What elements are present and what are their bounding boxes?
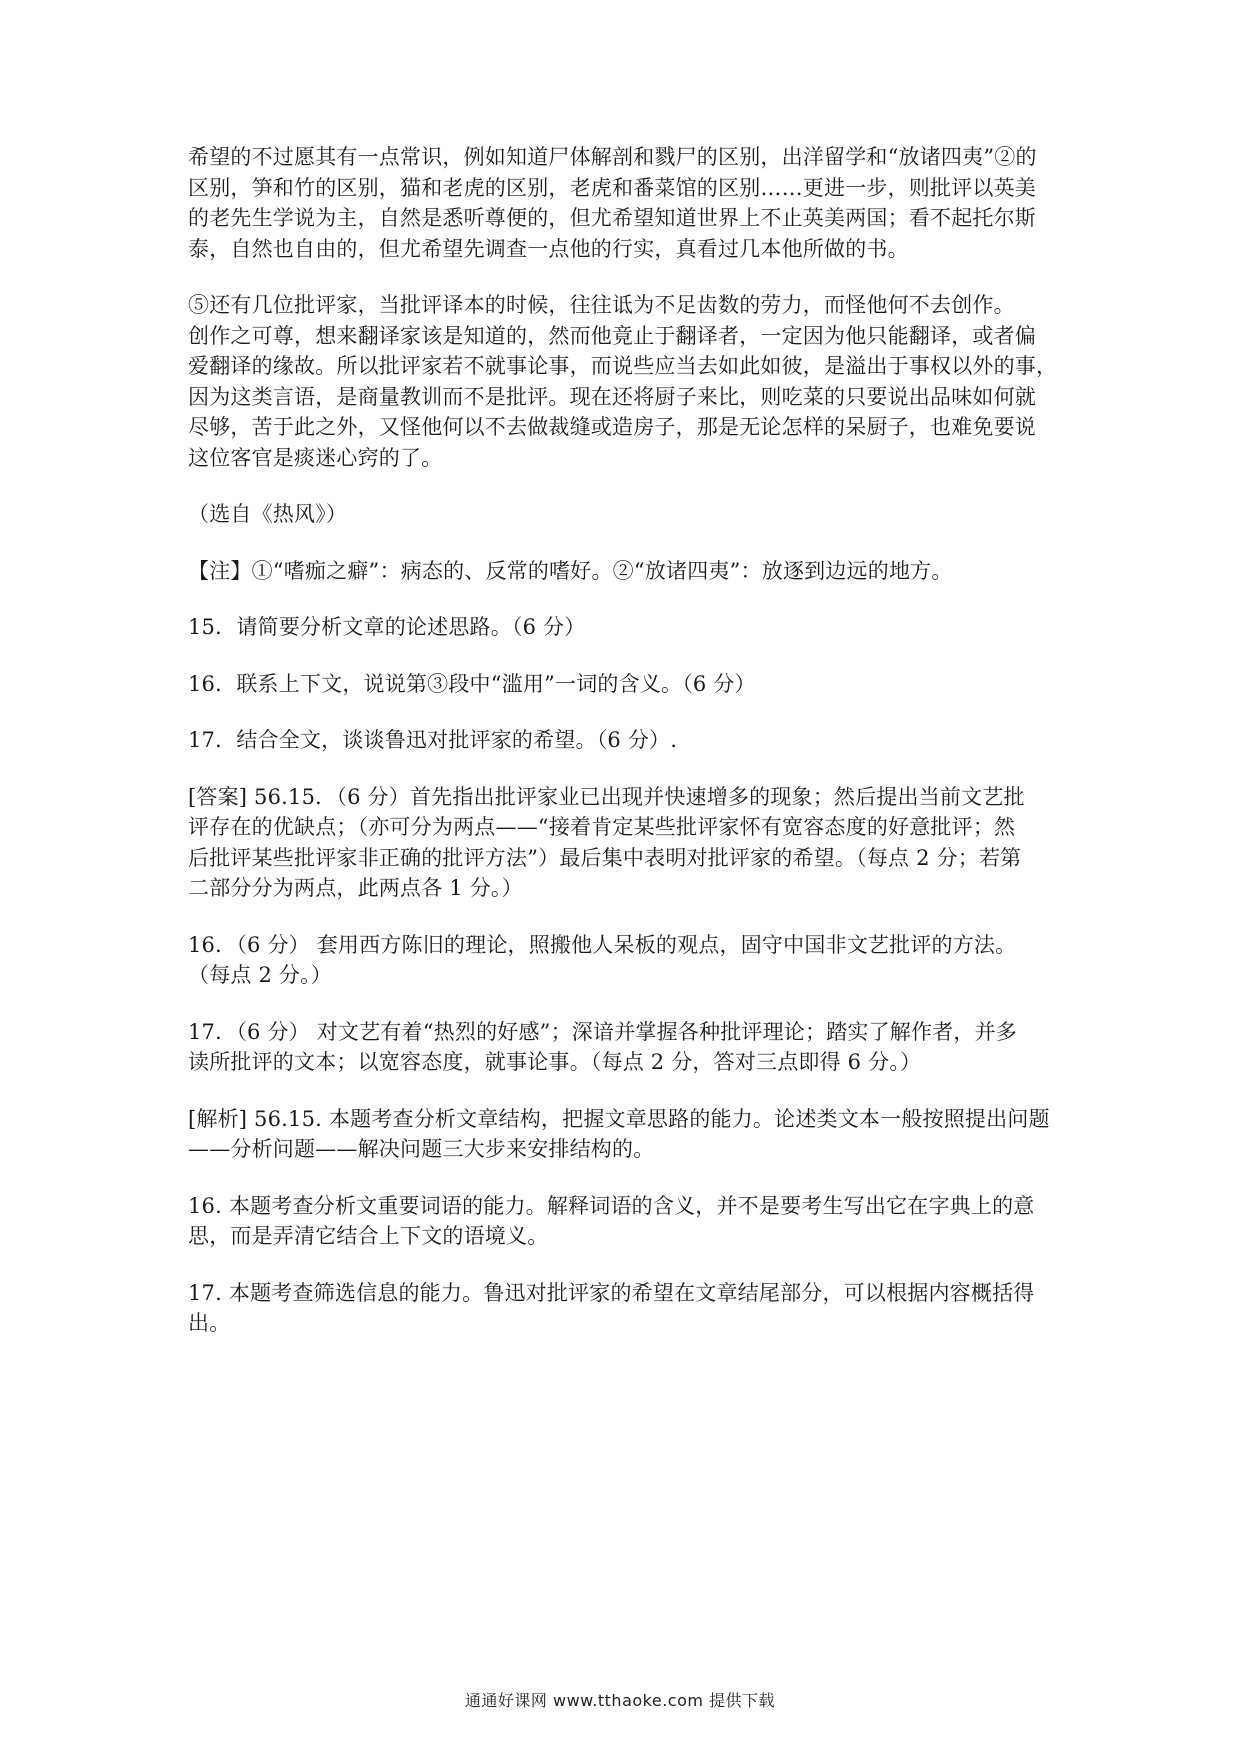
text-line: 创作之可尊，想来翻译家该是知道的，然而他竟止于翻译者，一定因为他只能翻译，或者偏: [188, 323, 1036, 348]
text-line: ——分析问题——解决问题三大步来安排结构的。: [188, 1137, 655, 1161]
paragraph-exp15: [188, 1104, 1066, 1165]
text-line: 评存在的优缺点；（亦可分为两点——“接着肯定某些批评家怀有宽容态度的好意批评；然: [188, 815, 1016, 839]
text-line: （选自《热风》）: [188, 502, 348, 526]
text-line: 后批评某些批评家非正确的批评方法”）最后集中表明对批评家的希望。（每点 2 分；若第: [188, 845, 1022, 870]
text-line: 16. 本题考查分析文重要词语的能力。解释词语的含义，并不是要考生写出它在字典上的意: [188, 1193, 1035, 1218]
text-line: 的老先生学说为主，自然是悉听尊便的，但尤希望知道世界上不止英美两国；看不起托尔斯: [188, 206, 1036, 230]
paragraph-q17: [188, 725, 1066, 756]
text-line: 15．请简要分析文章的论述思路。（6 分）: [188, 615, 586, 639]
text-line: 思，而是弄清它结合上下文的语境义。: [188, 1224, 549, 1248]
text-line: 17．（6 分） 对文艺有着“热烈的好感”；深谙并掌握各种批评理论；踏实了解作者，并多: [188, 1019, 1018, 1044]
text-line: 二部分分为两点，此两点各 1 分。）: [188, 876, 523, 900]
paragraph-p4-end: [188, 142, 1066, 264]
text-line: 16．联系上下文，说说第③段中“滥用”一词的含义。（6 分）: [188, 671, 756, 696]
text-line: 泰，自然也自由的，但尤希望先调查一点他的行实，真看过几本他所做的书。: [188, 236, 909, 261]
paragraph-ans15: [188, 782, 1066, 904]
paragraph-note: [188, 556, 1066, 587]
text-line: 因为这类言语，是商量教训而不是批评。现在还将厨子来比，则吃菜的只要说出品味如何就: [188, 384, 1036, 409]
text-line: 17．结合全文，谈谈鲁迅对批评家的希望。（6 分）.: [188, 728, 678, 752]
paragraph-ans17: [188, 1017, 1066, 1078]
paragraph-source: [188, 499, 1066, 530]
paragraph-q15: [188, 612, 1066, 643]
text-line: 这位客官是痰迷心窍的了。: [188, 445, 443, 470]
text-line: [答案] 56.15．（6 分）首先指出批评家业已出现并快速增多的现象；然后提出当前文艺批: [188, 784, 1025, 809]
paragraph-q16: [188, 669, 1066, 700]
page-footer: 通通好课网 www.tthaoke.com 提供下载: [464, 1691, 776, 1710]
text-line: 【注】①“嗜痂之癖”：病态的、反常的嗜好。②“放诸四夷”：放逐到边远的地方。: [188, 558, 953, 583]
text-line: 区别，笋和竹的区别，猫和老虎的区别，老虎和番菜馆的区别……更进一步，则批评以英美: [188, 175, 1036, 200]
text-line: 爱翻译的缘故。所以批评家若不就事论事，而说些应当去如此如彼，是溢出于事权以外的事，: [188, 354, 1058, 378]
text-line: [解析] 56.15. 本题考查分析文章结构，把握文章思路的能力。论述类文本一般按照提出问题: [188, 1106, 1050, 1131]
paragraph-p5: [188, 290, 1066, 473]
document-body: [188, 142, 1066, 1365]
text-line: 17. 本题考查筛选信息的能力。鲁迅对批评家的希望在文章结尾部分，可以根据内容概括得: [188, 1280, 1035, 1305]
text-line: ⑤还有几位批评家，当批评译本的时候，往往诋为不足齿数的劳力，而怪他何不去创作。: [188, 293, 1015, 317]
paragraph-exp16: [188, 1191, 1066, 1252]
paragraph-exp17: [188, 1278, 1066, 1339]
text-line: 16．（6 分） 套用西方陈旧的理论，照搬他人呆板的观点，固守中国非文艺批评的方法。: [188, 932, 1017, 957]
text-line: 希望的不过愿其有一点常识，例如知道尸体解剖和戮尸的区别，出洋留学和“放诸四夷”②的: [188, 145, 1037, 169]
text-line: 出。: [188, 1311, 231, 1335]
text-line: 读所批评的文本；以宽容态度，就事论事。（每点 2 分，答对三点即得 6 分。）: [188, 1050, 922, 1074]
paragraph-ans16: [188, 930, 1066, 991]
text-line: （每点 2 分。）: [188, 963, 333, 987]
text-line: 尽够，苦于此之外，又怪他何以不去做裁缝或造房子，那是无论怎样的呆厨子，也难免要说: [188, 415, 1036, 439]
